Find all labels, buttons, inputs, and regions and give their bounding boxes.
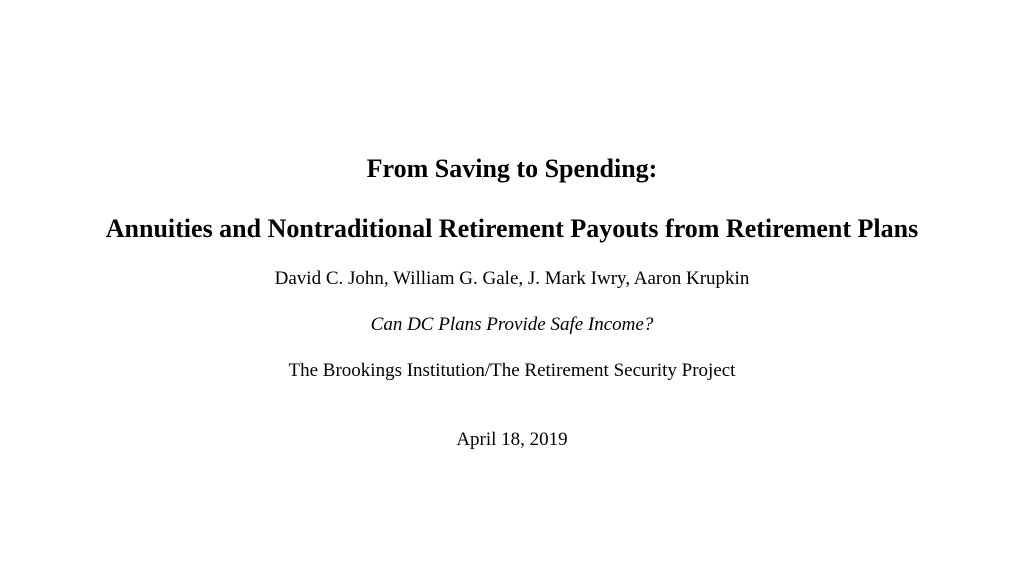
- organization: The Brookings Institution/The Retirement Security Project: [288, 360, 736, 381]
- title-line-1: From Saving to Spending:: [366, 154, 658, 183]
- event-title: Can DC Plans Provide Safe Income?: [370, 314, 654, 335]
- date: April 18, 2019: [456, 429, 568, 450]
- title-line-2: Annuities and Nontraditional Retirement Payouts from Retirement Plans: [105, 214, 919, 243]
- authors: David C. John, William G. Gale, J. Mark Iwry, Aaron Krupkin: [274, 268, 750, 289]
